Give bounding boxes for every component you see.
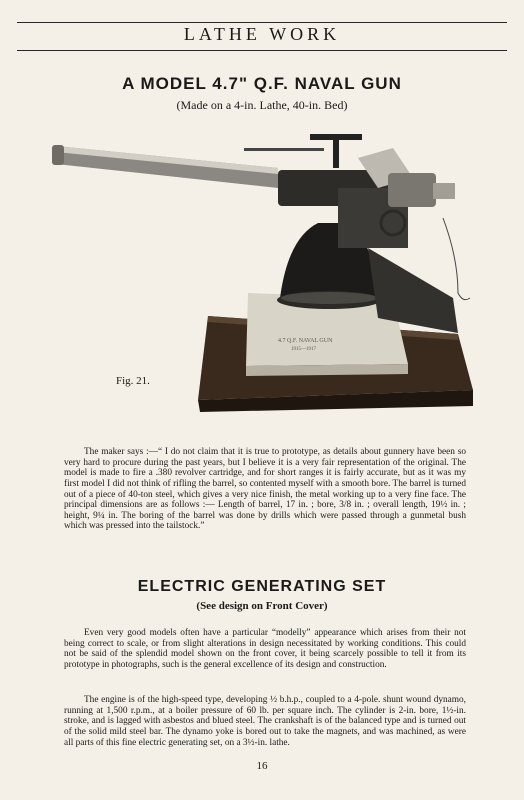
figure-caption: Fig. 21. bbox=[116, 375, 150, 387]
article-subtitle-naval-gun: (Made on a 4-in. Lathe, 40-in. Bed) bbox=[176, 98, 348, 112]
plaque-subtext: 1915—1917 bbox=[291, 347, 316, 352]
naval-gun-paragraph: The maker says :—“ I do not claim that it is true to prototype, as details about gunnery have been so very hard to procure during the past years, but I believe it is a very fair representation of the original. The model is made to fire a .380 revolver cartridge, and for short ranges it is fairly accurate, but as it was my first model I did not think of rifling the barrel, so contented myself with a smooth bore. The barrel is turned out of a piece of 40-ton steel, which gives a very nice finish, the metal working up to a very fine face. The principal dimensions are as follows :— Length of barrel, 17 in. ; bore, 3/8 in. ; overall length, 19½ in. ; height, 9¼ in. The boring of the barrel was done by drills which were passed through a gunmetal bush which was pressed into the tailstock.” bbox=[64, 447, 466, 532]
article-title-generating-set: ELECTRIC GENERATING SET bbox=[137, 578, 387, 595]
header-rule-bottom bbox=[17, 50, 507, 51]
naval-gun-photo bbox=[48, 128, 488, 418]
plaque-text: 4.7 Q.F. NAVAL GUN bbox=[278, 338, 333, 344]
header-rule-top bbox=[17, 22, 507, 23]
article-subtitle-generating-set: (See design on Front Cover) bbox=[196, 600, 328, 612]
page-number: 16 bbox=[256, 760, 268, 772]
generating-set-paragraph-1: Even very good models often have a particular “modelly” appearance which arises from their not being correct to scale, or from slight alterations in design necessitated by working conditions. This could not be said of the splendid model shown on the front cover, it being scarcely possible to tell it from its prototype in photographs, such is the general excellence of its design and construction. bbox=[64, 628, 466, 671]
running-head: LATHE WORK bbox=[183, 24, 341, 44]
generating-set-paragraph-2: The engine is of the high-speed type, developing ½ b.h.p., coupled to a 4-pole. shunt wound dynamo, running at 1,500 r.p.m., at a boiler pressure of 60 lb. per square inch. The cylinder is 2-in. bore, 1½-in. stroke, and is lagged with asbestos and blued steel. The crankshaft is of the balanced type and is turned out of the solid mild steel bar. The dynamo yoke is bored out to take the magnets, and was machined, as were all parts of this fine electric generating set, on a 3½-in. lathe. bbox=[64, 695, 466, 748]
article-title-naval-gun: A MODEL 4.7" Q.F. NAVAL GUN bbox=[122, 74, 402, 93]
